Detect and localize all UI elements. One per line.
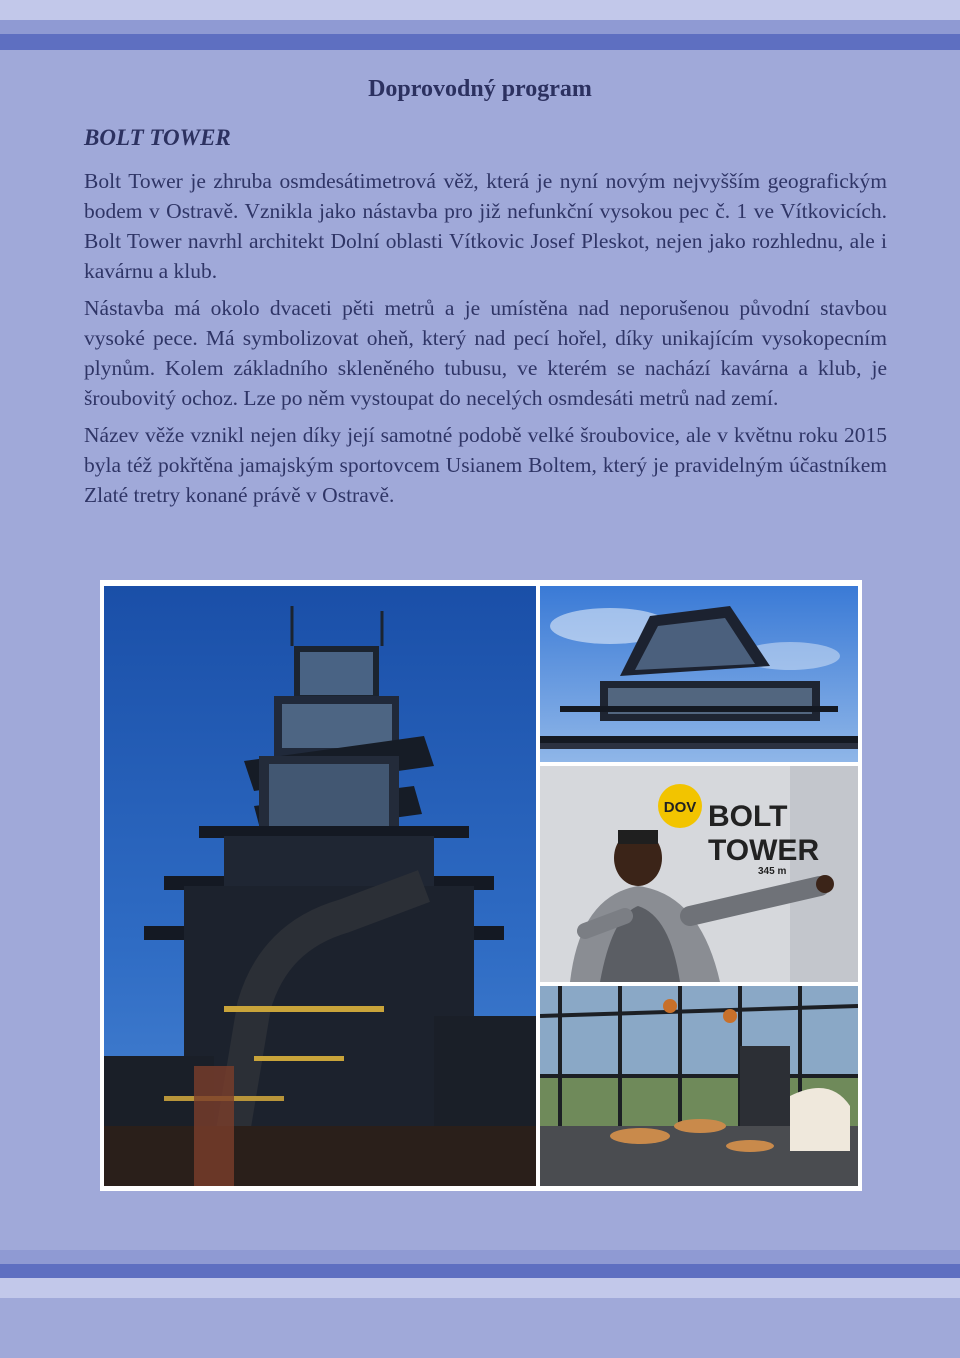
header-stripe-dark (0, 34, 960, 50)
article-body (84, 166, 887, 517)
footer-stripe-dark (0, 1264, 960, 1278)
photo-collage (100, 580, 862, 1191)
article-title: BOLT TOWER (84, 125, 231, 150)
program-title: Doprovodný program (368, 76, 592, 102)
paragraph-2: Nástavba má okolo dvaceti pěti metrů a je umístěna nad neporušenou původní stavbou vysoké pece. Má symbolizovat oheň, který nad pecí hořel, díky unikajícím vysokopecním plynům. Kolem základního skleněného tubusu, ve kterém se nachází kavárna a klub, je šroubovitý ochoz. Lze po něm vystoupat do necelých osmdesáti metrů nad zemí. (84, 296, 887, 410)
sign-logo: DOV (663, 799, 697, 816)
sign-line-2: TOWER (708, 834, 820, 867)
header-stripe-mid (0, 20, 960, 34)
header-stripe-light (0, 0, 960, 20)
tower-top-photo (540, 586, 858, 762)
footer-stripe-light (0, 1278, 960, 1298)
sign-height: 345 m (758, 866, 787, 877)
sign-line-1: BOLT (708, 800, 788, 833)
paragraph-1: Bolt Tower je zhruba osmdesátimetrová věž, která je nyní novým nejvyšším geografickým bodem v Ostravě. Vznikla jako nástavba pro již nefunkční vysokou pec č. 1 ve Vítkovicích. Bolt Tower navrhl architekt Dolní oblasti Vítkovic Josef Pleskot, nejen jako rozhlednu, ale i kavárnu a klub. (84, 169, 887, 283)
paragraph-3: Název věže vznikl nejen díky její samotné podobě velké šroubovice, ale v květnu roku 2015 byla též pokřtěna jamajským sportovcem Usianem Boltem, který je pravidelným účastníkem Zlaté tretry konané právě v Ostravě. (84, 423, 887, 507)
tower-photo (104, 586, 536, 1186)
footer-stripe-mid (0, 1250, 960, 1264)
bolt-portrait-photo (540, 766, 858, 982)
cafe-interior-photo (540, 986, 858, 1186)
